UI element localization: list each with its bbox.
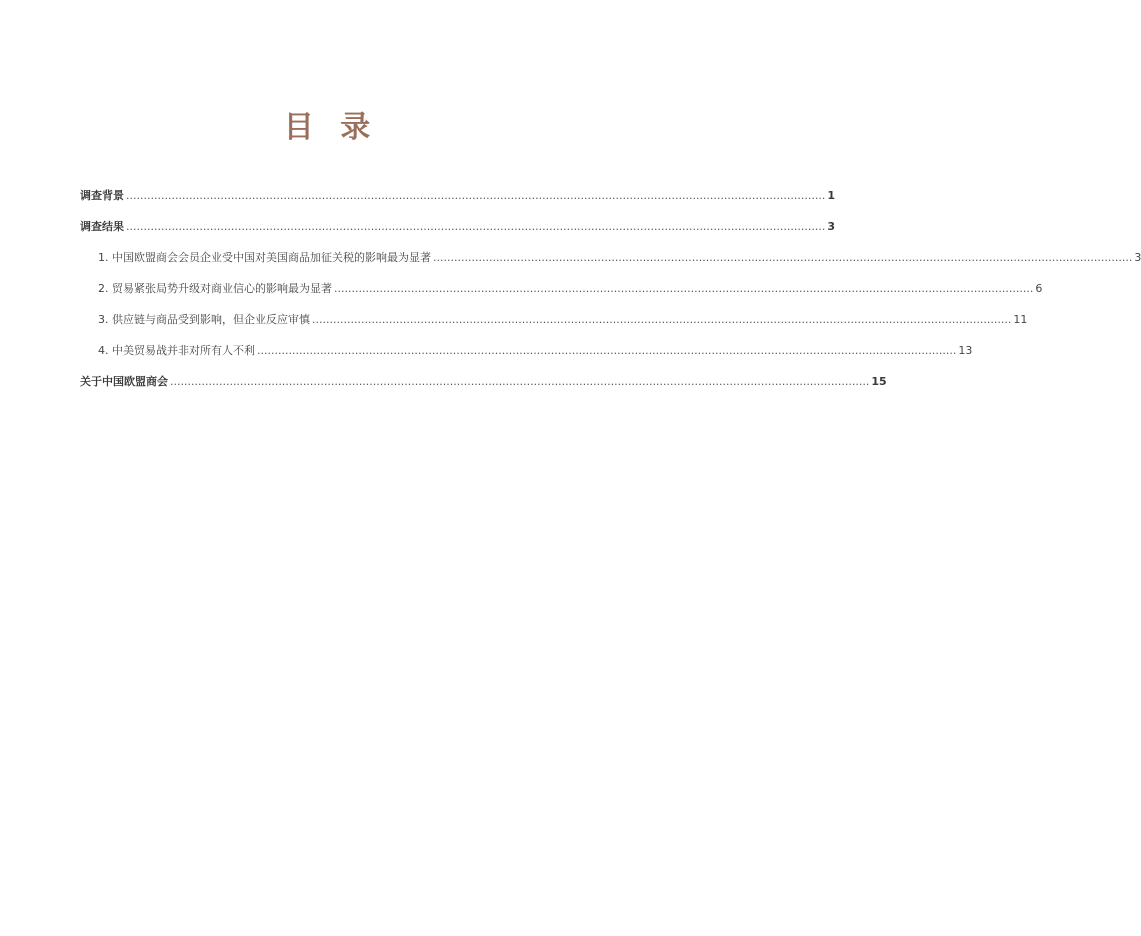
toc-dot-leader: ........................................................................................................................................................................................................	[170, 375, 870, 388]
page-title: 目 录	[283, 110, 379, 145]
toc-entry-result-4[interactable]	[80, 341, 973, 372]
toc-dot-leader: ........................................................................................................................................................................................................	[433, 251, 1133, 264]
table-of-contents	[80, 186, 1141, 403]
toc-entry-result-2[interactable]	[80, 279, 1043, 310]
toc-dot-leader: ........................................................................................................................................................................................................	[334, 282, 1034, 295]
toc-entry-page: 15	[871, 375, 887, 388]
toc-entry-text: 调查结果	[80, 220, 124, 233]
toc-entry-text: 4. 中美贸易战并非对所有人不利	[98, 344, 255, 357]
toc-entry-page: 13	[958, 344, 973, 357]
toc-entry-result-1[interactable]	[80, 248, 1141, 279]
toc-entry-text: 调查背景	[80, 189, 124, 202]
toc-entry-text: 3. 供应链与商品受到影响，但企业反应审慎	[98, 313, 310, 326]
toc-dot-leader: ........................................................................................................................................................................................................	[312, 313, 1012, 326]
toc-entry-page: 1	[827, 189, 835, 202]
toc-dot-leader: ........................................................................................................................................................................................................	[126, 189, 826, 202]
toc-entry-page: 3	[827, 220, 835, 233]
toc-entry-page: 11	[1013, 313, 1028, 326]
toc-entry-page: 6	[1035, 282, 1043, 295]
toc-dot-leader: ........................................................................................................................................................................................................	[257, 344, 957, 357]
toc-entry-text: 1. 中国欧盟商会会员企业受中国对美国商品加征关税的影响最为显著	[98, 251, 431, 264]
toc-dot-leader: ........................................................................................................................................................................................................	[126, 220, 826, 233]
toc-entry-text: 2. 贸易紧张局势升级对商业信心的影响最为显著	[98, 282, 332, 295]
toc-entry-survey-background[interactable]	[80, 186, 835, 217]
toc-entry-result-3[interactable]	[80, 310, 1028, 341]
toc-entry-page: 3	[1134, 251, 1141, 264]
toc-entry-text: 关于中国欧盟商会	[80, 375, 168, 388]
toc-entry-about-chamber[interactable]	[80, 372, 887, 403]
toc-entry-survey-results[interactable]	[80, 217, 835, 248]
